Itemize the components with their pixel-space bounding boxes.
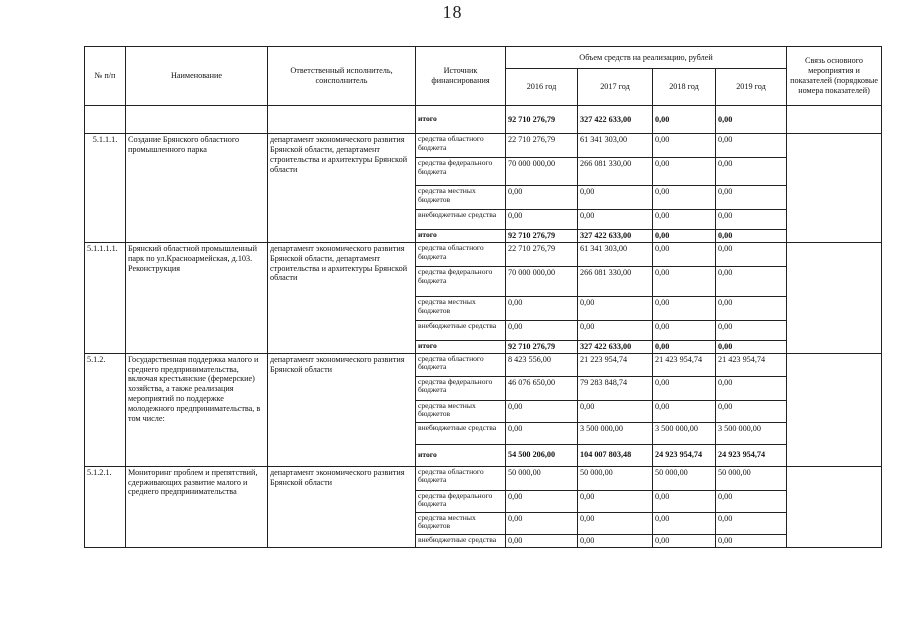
source-cell: итого <box>416 106 506 134</box>
source-cell: средства областного бюджета <box>416 134 506 158</box>
value-cell: 266 081 330,00 <box>578 158 653 186</box>
value-cell: 0,00 <box>506 186 578 210</box>
value-cell: 0,00 <box>716 210 787 230</box>
link-cell <box>787 242 882 353</box>
value-cell: 61 341 303,00 <box>578 134 653 158</box>
value-cell: 0,00 <box>506 320 578 340</box>
value-cell: 0,00 <box>653 266 716 296</box>
row-name: Мониторинг проблем и препятствий, сдерживающих развитие малого и среднего предпринимательства <box>126 466 268 547</box>
source-cell: внебюджетные средства <box>416 320 506 340</box>
value-cell: 50 000,00 <box>716 466 787 490</box>
value-cell: 0,00 <box>716 340 787 353</box>
cell-empty <box>787 106 882 134</box>
header-year: 2016 год <box>506 69 578 106</box>
header-year: 2017 год <box>578 69 653 106</box>
value-cell: 70 000 000,00 <box>506 266 578 296</box>
value-cell: 0,00 <box>506 422 578 444</box>
header-year: 2018 год <box>653 69 716 106</box>
row-name: Создание Брянского областного промышленного парка <box>126 134 268 243</box>
value-cell: 22 710 276,79 <box>506 242 578 266</box>
source-cell: средства местных бюджетов <box>416 400 506 422</box>
row-number: 5.1.2.1. <box>85 466 126 547</box>
value-cell: 0,00 <box>506 490 578 512</box>
value-cell: 61 341 303,00 <box>578 242 653 266</box>
value-cell: 0,00 <box>716 490 787 512</box>
value-cell: 54 500 206,00 <box>506 444 578 466</box>
value-cell: 92 710 276,79 <box>506 230 578 243</box>
value-cell: 0,00 <box>506 512 578 534</box>
value-cell: 0,00 <box>653 242 716 266</box>
row-number: 5.1.2. <box>85 353 126 466</box>
row-number: 5.1.1.1. <box>85 134 126 243</box>
value-cell: 0,00 <box>716 376 787 400</box>
value-cell: 24 923 954,74 <box>653 444 716 466</box>
row-executor: департамент экономического развития Брянской области <box>268 353 416 466</box>
row-name: Брянский областной промышленный парк по ул.Красноармейская, д.103. Реконструкция <box>126 242 268 353</box>
page-number: 18 <box>442 2 463 22</box>
source-cell: средства местных бюджетов <box>416 186 506 210</box>
source-cell: средства федерального бюджета <box>416 376 506 400</box>
value-cell: 0,00 <box>716 400 787 422</box>
row-executor: департамент экономического развития Брянской области, департамент строительства и архитектуры Брянской области <box>268 134 416 243</box>
value-cell: 3 500 000,00 <box>716 422 787 444</box>
source-cell: средства местных бюджетов <box>416 296 506 320</box>
table-row <box>85 106 882 134</box>
value-cell: 21 223 954,74 <box>578 353 653 376</box>
value-cell: 0,00 <box>653 512 716 534</box>
header-name: Наименование <box>126 47 268 106</box>
table-row <box>85 466 882 490</box>
budget-table <box>84 46 882 548</box>
source-cell: внебюджетные средства <box>416 534 506 547</box>
value-cell: 0,00 <box>653 296 716 320</box>
source-cell: средства федерального бюджета <box>416 158 506 186</box>
value-cell: 0,00 <box>578 320 653 340</box>
header-num: № п/п <box>85 47 126 106</box>
value-cell: 327 422 633,00 <box>578 340 653 353</box>
value-cell: 0,00 <box>653 158 716 186</box>
row-executor: департамент экономического развития Брянской области, департамент строительства и архитектуры Брянской области <box>268 242 416 353</box>
value-cell: 0,00 <box>653 210 716 230</box>
value-cell: 46 076 650,00 <box>506 376 578 400</box>
value-cell: 21 423 954,74 <box>653 353 716 376</box>
value-cell: 79 283 848,74 <box>578 376 653 400</box>
header-source: Источник финансирования <box>416 47 506 106</box>
value-cell: 0,00 <box>506 296 578 320</box>
value-cell: 0,00 <box>716 158 787 186</box>
value-cell: 0,00 <box>653 340 716 353</box>
value-cell: 0,00 <box>578 400 653 422</box>
value-cell: 327 422 633,00 <box>578 106 653 134</box>
row-executor: департамент экономического развития Брянской области <box>268 466 416 547</box>
value-cell: 0,00 <box>716 534 787 547</box>
value-cell: 0,00 <box>716 134 787 158</box>
value-cell: 0,00 <box>578 296 653 320</box>
value-cell: 0,00 <box>578 186 653 210</box>
source-cell: итого <box>416 340 506 353</box>
value-cell: 0,00 <box>716 296 787 320</box>
row-name: Государственная поддержка малого и среднего предпринимательства, включая крестьянские (фермерские) хозяйства, а также реализация мероприятий по поддержке молодежного предпринимательства, в том числе: <box>126 353 268 466</box>
value-cell: 327 422 633,00 <box>578 230 653 243</box>
value-cell: 92 710 276,79 <box>506 106 578 134</box>
value-cell: 0,00 <box>653 320 716 340</box>
link-cell <box>787 353 882 466</box>
value-cell: 0,00 <box>506 400 578 422</box>
value-cell: 50 000,00 <box>578 466 653 490</box>
link-cell <box>787 466 882 547</box>
value-cell: 21 423 954,74 <box>716 353 787 376</box>
value-cell: 0,00 <box>506 210 578 230</box>
source-cell: средства федерального бюджета <box>416 490 506 512</box>
value-cell: 0,00 <box>653 400 716 422</box>
table-row <box>85 242 882 266</box>
value-cell: 0,00 <box>716 242 787 266</box>
value-cell: 24 923 954,74 <box>716 444 787 466</box>
value-cell: 0,00 <box>716 106 787 134</box>
value-cell: 8 423 556,00 <box>506 353 578 376</box>
source-cell: средства местных бюджетов <box>416 512 506 534</box>
value-cell: 0,00 <box>506 534 578 547</box>
source-cell: внебюджетные средства <box>416 422 506 444</box>
cell-empty <box>85 106 126 134</box>
link-cell <box>787 134 882 243</box>
source-cell: средства федерального бюджета <box>416 266 506 296</box>
value-cell: 22 710 276,79 <box>506 134 578 158</box>
source-cell: итого <box>416 444 506 466</box>
value-cell: 0,00 <box>653 376 716 400</box>
value-cell: 0,00 <box>716 230 787 243</box>
value-cell: 0,00 <box>716 512 787 534</box>
value-cell: 0,00 <box>716 320 787 340</box>
table-row <box>85 353 882 376</box>
header-volume: Объем средств на реализацию, рублей <box>506 47 787 69</box>
header-executor: Ответственный исполнитель, соисполнитель <box>268 47 416 106</box>
table-row <box>85 134 882 158</box>
value-cell: 0,00 <box>716 186 787 210</box>
header-year: 2019 год <box>716 69 787 106</box>
source-cell: средства областного бюджета <box>416 353 506 376</box>
value-cell: 0,00 <box>653 186 716 210</box>
value-cell: 0,00 <box>653 490 716 512</box>
value-cell: 50 000,00 <box>653 466 716 490</box>
source-cell: средства областного бюджета <box>416 466 506 490</box>
value-cell: 3 500 000,00 <box>578 422 653 444</box>
value-cell: 0,00 <box>653 106 716 134</box>
value-cell: 0,00 <box>578 210 653 230</box>
value-cell: 0,00 <box>653 230 716 243</box>
value-cell: 0,00 <box>653 134 716 158</box>
value-cell: 0,00 <box>716 266 787 296</box>
value-cell: 50 000,00 <box>506 466 578 490</box>
source-cell: внебюджетные средства <box>416 210 506 230</box>
value-cell: 92 710 276,79 <box>506 340 578 353</box>
value-cell: 3 500 000,00 <box>653 422 716 444</box>
source-cell: итого <box>416 230 506 243</box>
source-cell: средства областного бюджета <box>416 242 506 266</box>
value-cell: 266 081 330,00 <box>578 266 653 296</box>
value-cell: 0,00 <box>653 534 716 547</box>
value-cell: 104 007 803,48 <box>578 444 653 466</box>
row-number: 5.1.1.1.1. <box>85 242 126 353</box>
value-cell: 0,00 <box>578 512 653 534</box>
cell-empty <box>126 106 268 134</box>
value-cell: 70 000 000,00 <box>506 158 578 186</box>
cell-empty <box>268 106 416 134</box>
value-cell: 0,00 <box>578 534 653 547</box>
value-cell: 0,00 <box>578 490 653 512</box>
header-link: Связь основного мероприятия и показателей (порядковые номера показателей) <box>787 47 882 106</box>
